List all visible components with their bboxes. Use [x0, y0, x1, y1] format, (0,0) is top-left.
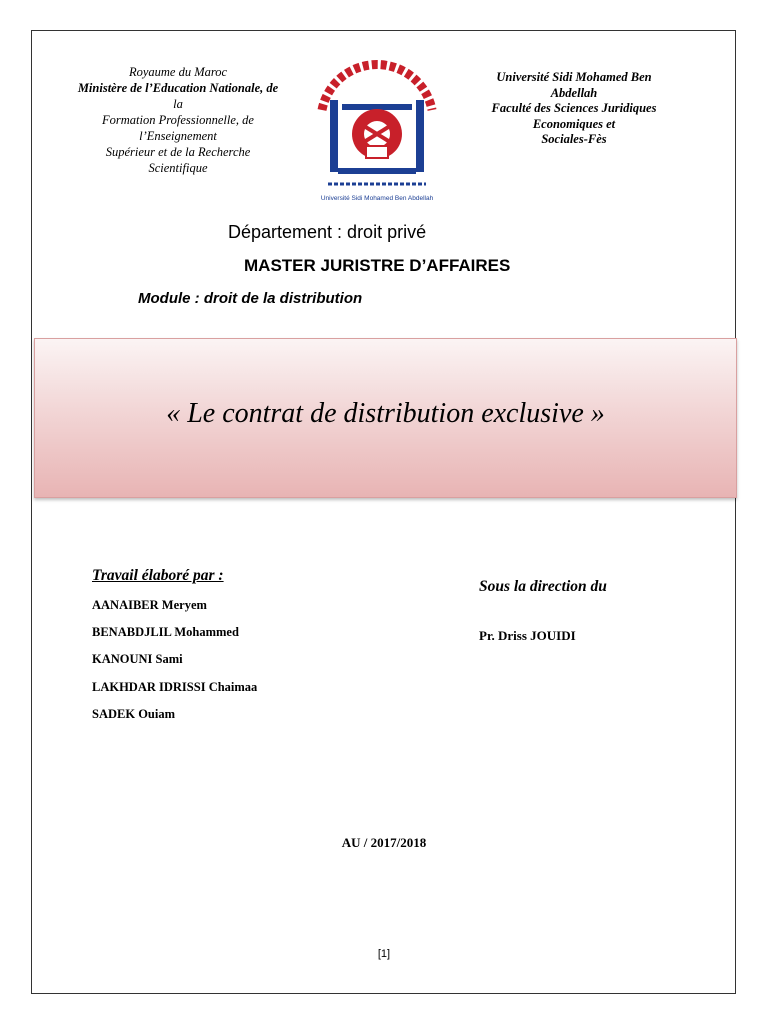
ministry-line: Scientifique	[148, 161, 208, 175]
university-line: Abdellah	[550, 85, 598, 100]
author-name: BENABDJLIL Mohammed	[92, 625, 239, 639]
page-number: [1]	[377, 948, 391, 960]
university-line: Sociales-Fès	[541, 132, 607, 146]
department-heading: Département : droit privé	[228, 222, 427, 242]
university-line: Université Sidi Mohamed Ben	[496, 70, 652, 84]
ministry-line: Royaume du Maroc	[128, 65, 228, 79]
author-name: LAKHDAR IDRISSI Chaimaa	[92, 680, 258, 694]
ministry-line: l’Enseignement	[139, 129, 217, 143]
authors-heading: Travail élaboré par :	[92, 567, 224, 584]
author-name: AANAIBER Meryem	[92, 598, 207, 612]
supervision-label: Sous la direction du	[479, 578, 607, 595]
university-logo	[308, 52, 446, 206]
ministry-line: Supérieur et de la Recherche	[105, 145, 251, 159]
author-name: SADEK Ouiam	[92, 707, 176, 721]
supervisor-name: Pr. Driss JOUIDI	[479, 628, 576, 643]
logo-caption: Université Sidi Mohamed Ben Abdellah	[320, 195, 434, 202]
academic-year: AU / 2017/2018	[341, 835, 427, 850]
document-title: « Le contrat de distribution exclusive »	[166, 398, 605, 429]
ministry-line: Ministère de l’Education Nationale, de	[77, 81, 279, 95]
module-heading: Module : droit de la distribution	[138, 290, 363, 307]
university-seal-icon	[308, 52, 446, 206]
ministry-line: Formation Professionnelle, de	[102, 113, 254, 127]
ministry-line: la	[173, 97, 183, 111]
header-right-university	[460, 70, 688, 148]
master-heading: MASTER JURISTRE D’AFFAIRES	[244, 256, 511, 275]
university-line: Faculté des Sciences Juridiques	[491, 101, 657, 115]
author-name: KANOUNI Sami	[92, 652, 183, 666]
header-left-ministry	[58, 64, 298, 176]
university-line: Economiques et	[532, 116, 616, 131]
